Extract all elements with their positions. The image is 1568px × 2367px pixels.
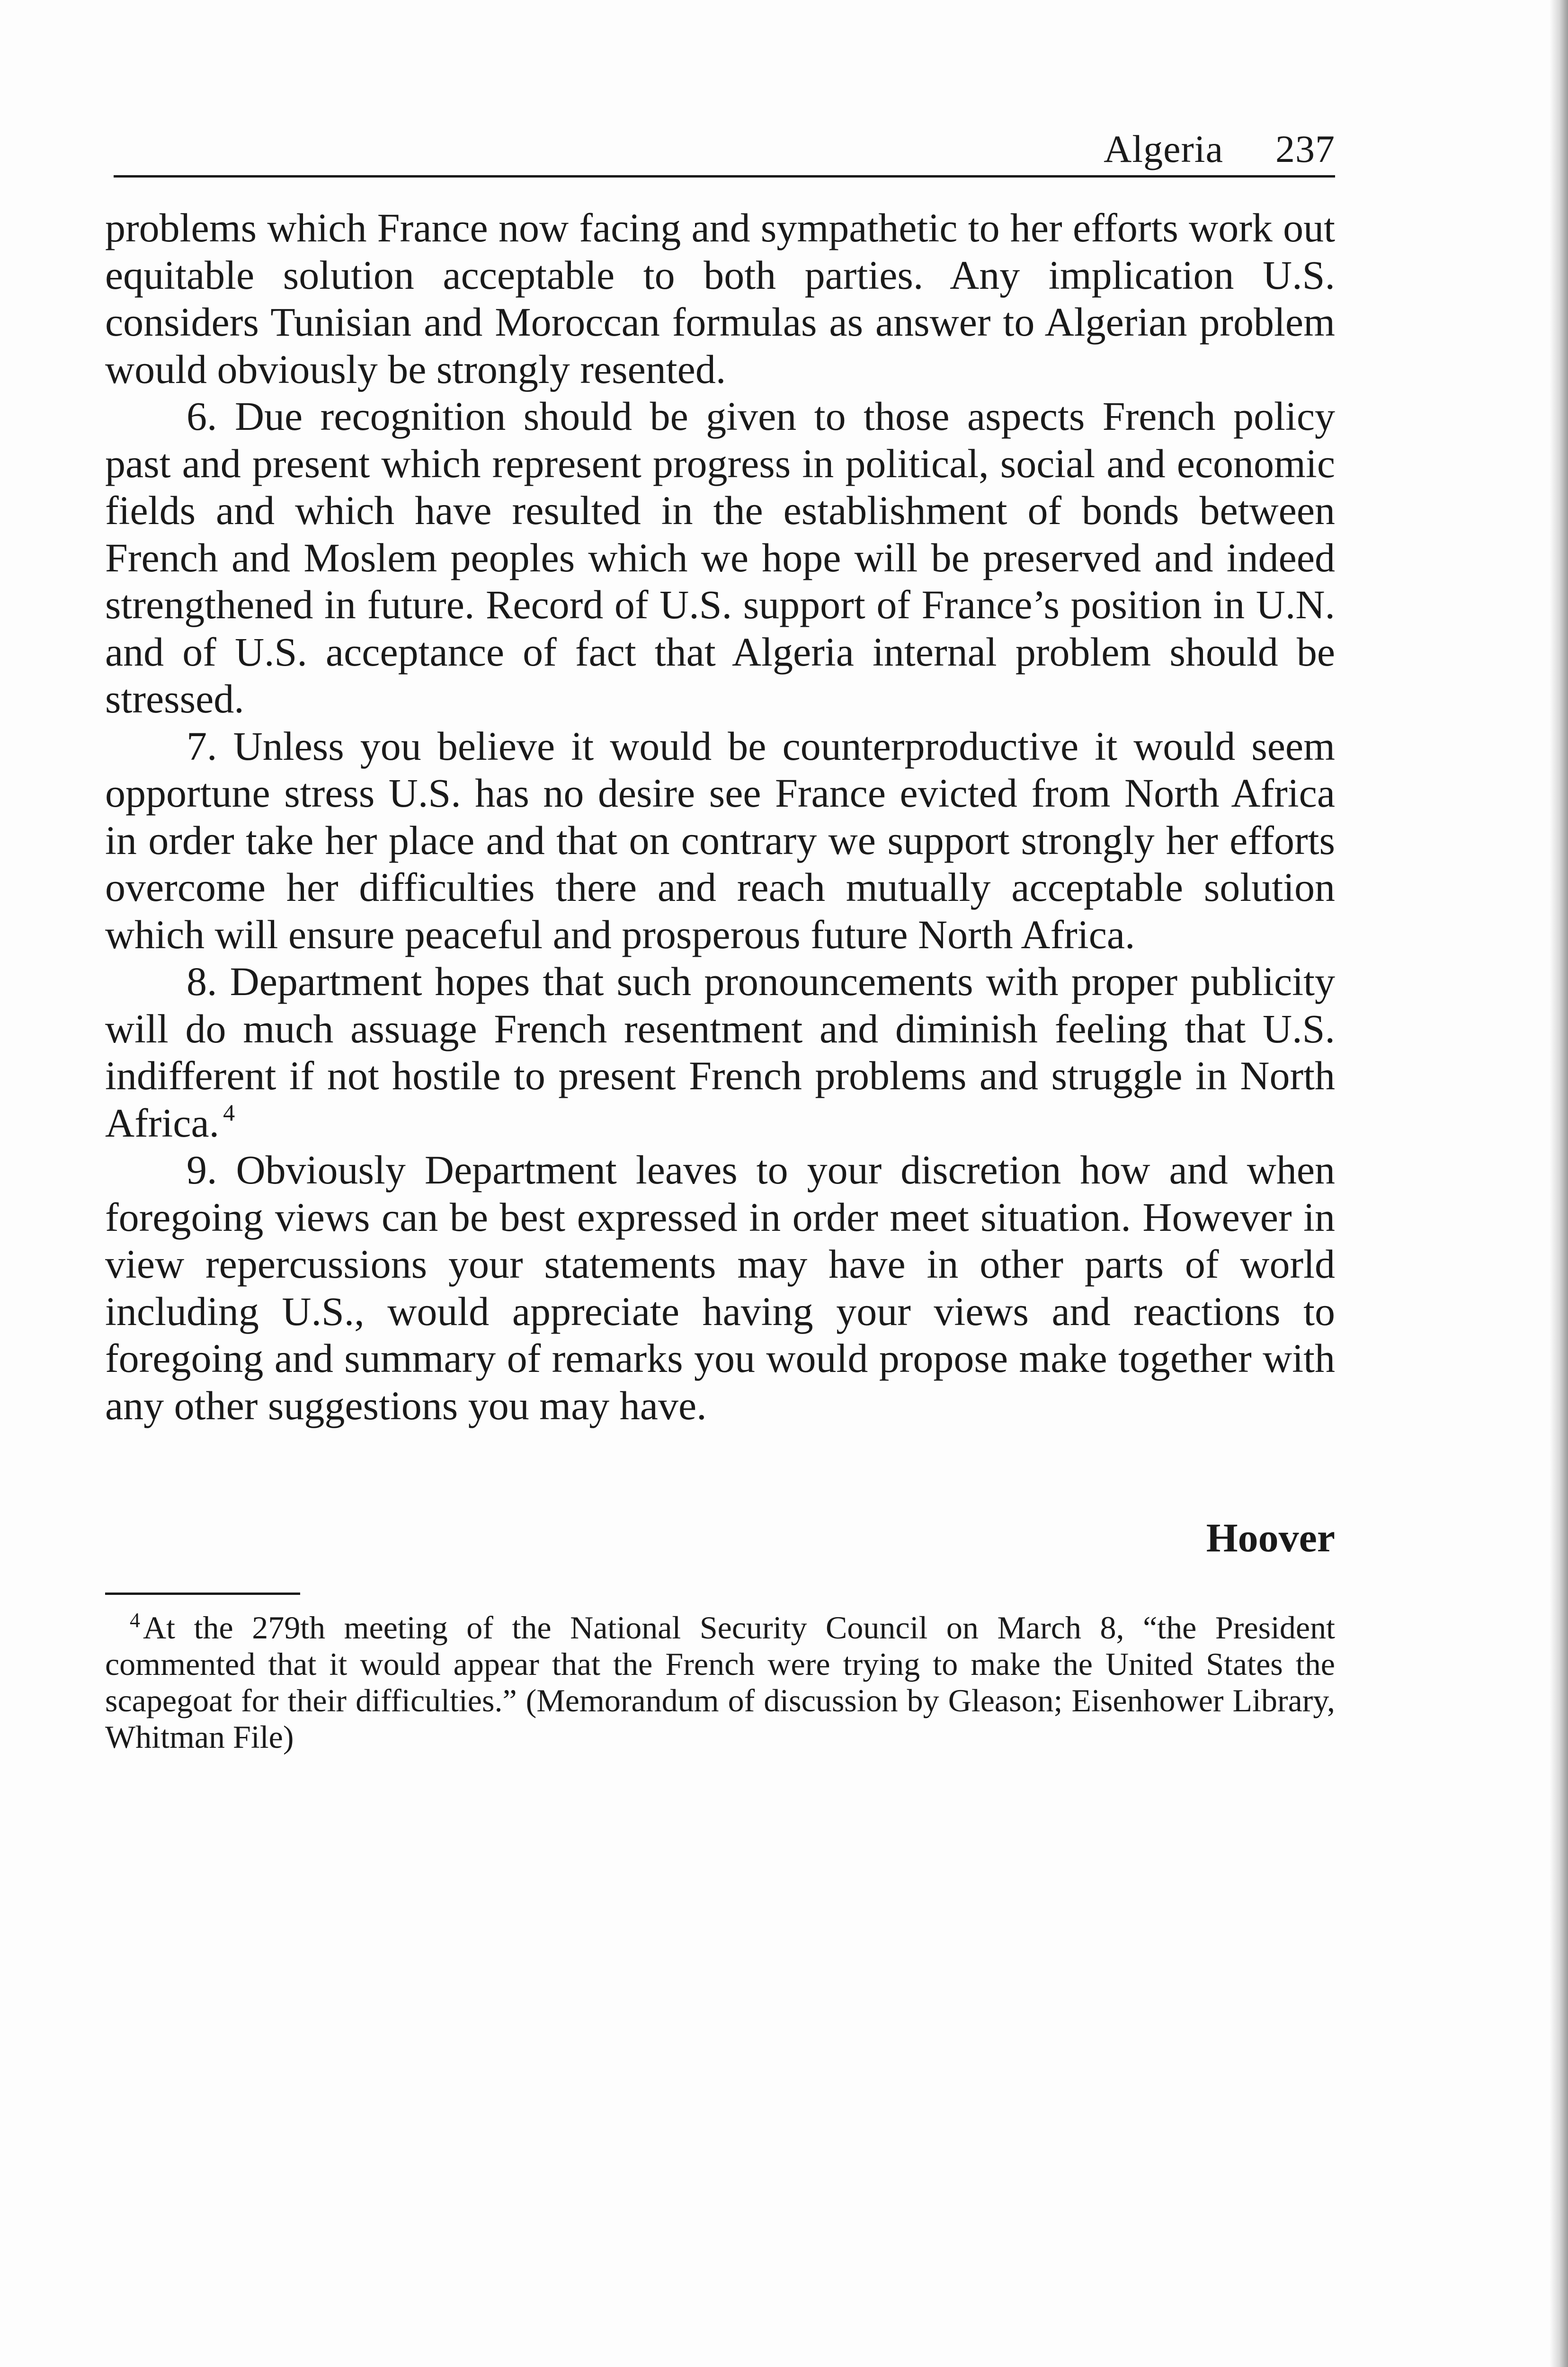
footnote-number: 4 (130, 1609, 140, 1632)
body-text (105, 205, 1335, 1429)
signature: Hoover (1206, 1515, 1335, 1560)
running-head (1104, 127, 1335, 171)
footnote (105, 1610, 1335, 1755)
paragraph-continued (105, 205, 1335, 393)
footnote-text: At the 279th meeting of the National Security Council on March 8, “the President commented that it would appear that the French were trying to make the United States the scapegoat for their difficulties.” (Memorandum of discussion by Gleason; Eisenhower Library, Whitman File) (105, 1610, 1335, 1755)
footnote-reference: 4 (223, 1099, 235, 1126)
paragraph-text: 8. Department hopes that such pronouncements with proper publicity will do much assuage French resentment and diminish feeling that U.S. indifferent if not hostile to present French problems and struggle in North Africa. (105, 959, 1335, 1146)
running-header (114, 128, 1335, 178)
paragraph-text: 7. Unless you believe it would be counterproductive it would seem opportune stress U.S. has no desire see France evicted from North Africa in order take her place and that on contrary we support strongly her efforts overcome her difficulties there and reach mutually acceptable solution which will ensure peaceful and prosperous future North Africa. (105, 723, 1335, 957)
section-title: Algeria (1104, 127, 1223, 170)
footnote-divider (105, 1593, 300, 1595)
paragraph-7 (105, 723, 1335, 959)
page-number: 237 (1275, 127, 1335, 170)
paragraph-text: 6. Due recognition should be given to those aspects French policy past and present which represent progress in political, social and economic fields and which have resulted in the establishment of bonds between French and Moslem peoples which we hope will be preserved and indeed strengthened in future. Record of U.S. support of France’s position in U.N. and of U.S. acceptance of fact that Algeria internal problem should be stressed. (105, 393, 1335, 721)
paragraph-text: 9. Obviously Department leaves to your discretion how and when foregoing views can be best expressed in order meet situation. However in view repercussions your statements may have in other parts of world including U.S., would appreciate having your views and reactions to foregoing and summary of remarks you would propose make together with any other suggestions you may have. (105, 1147, 1335, 1428)
paragraph-9 (105, 1147, 1335, 1429)
paragraph-8 (105, 958, 1335, 1147)
paragraph-6 (105, 393, 1335, 723)
paragraph-text: problems which France now facing and sympathetic to her efforts work out equitable solution acceptable to both parties. Any implication U.S. considers Tunisian and Moroccan formulas as answer to Algerian problem would obviously be strongly resented. (105, 205, 1335, 392)
page-binding-edge (1549, 0, 1568, 2367)
